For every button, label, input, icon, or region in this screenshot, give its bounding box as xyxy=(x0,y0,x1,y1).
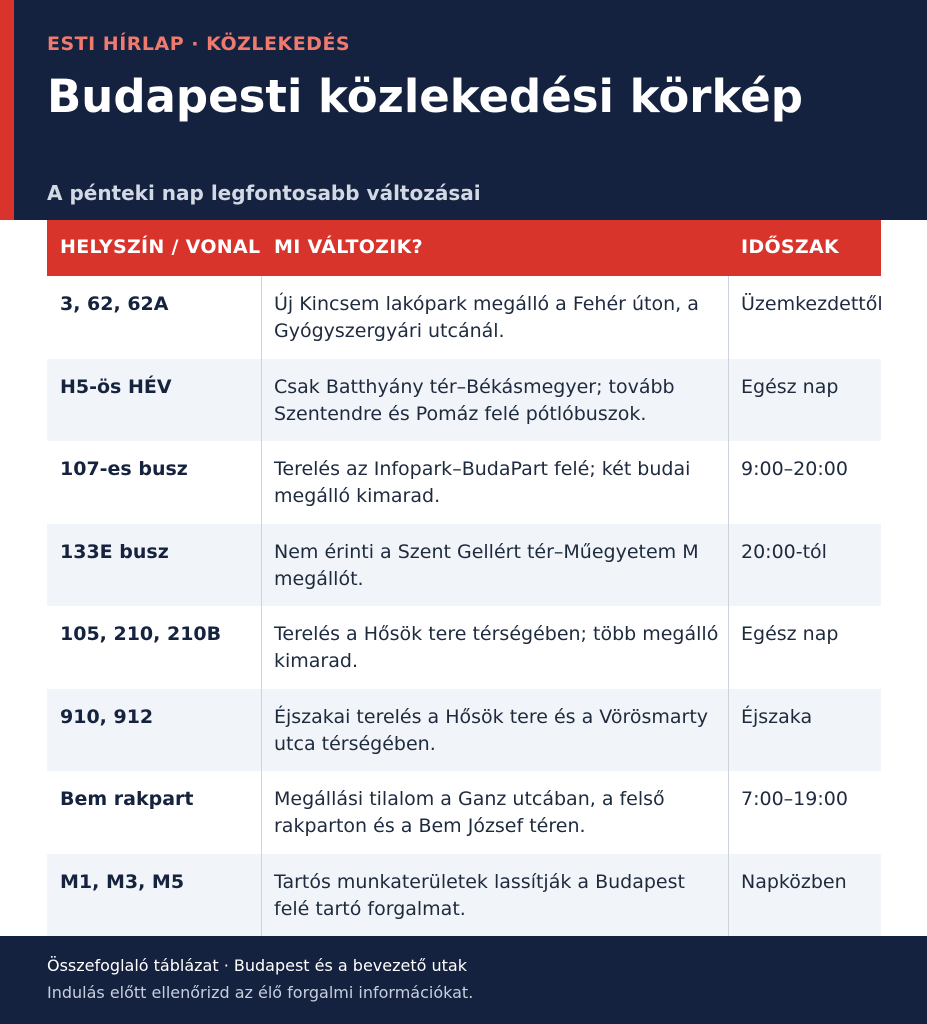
column-header-change: MI VÁLTOZIK? xyxy=(274,236,423,258)
footer-note: Indulás előtt ellenőrizd az élő forgalmi információkat. xyxy=(47,983,474,1002)
row-location: M1, M3, M5 xyxy=(60,870,185,893)
page-title: Budapesti közlekedési körkép xyxy=(47,70,803,123)
row-period: Egész nap xyxy=(741,623,839,645)
row-period: 9:00–20:00 xyxy=(741,458,848,480)
row-location: 107-es busz xyxy=(60,458,188,480)
row-period: Egész nap xyxy=(741,375,839,398)
row-location: Bem rakpart xyxy=(60,788,194,810)
traffic-table xyxy=(47,220,881,936)
row-change: Éjszakai terelés a Hősök tere és a Vörösmarty utca térségében. xyxy=(274,705,709,755)
table-row xyxy=(47,606,881,689)
row-period: Üzemkezdettől xyxy=(741,293,883,315)
table-row xyxy=(47,441,881,524)
header xyxy=(0,0,927,220)
row-location: H5-ös HÉV xyxy=(60,375,172,398)
row-location: 105, 210, 210B xyxy=(60,623,222,645)
footer xyxy=(0,936,927,1024)
row-change: Megállási tilalom a Ganz utcában, a felső rakparton és a Bem József téren. xyxy=(274,788,665,837)
column-header-period: IDŐSZAK xyxy=(741,236,839,258)
row-change: Tartós munkaterületek lassítják a Budapest felé tartó forgalmat. xyxy=(274,870,685,920)
row-change: Terelés az Infopark–BudaPart felé; két budai megálló kimarad. xyxy=(274,458,691,507)
row-period: Éjszaka xyxy=(741,705,813,728)
row-change: Új Kincsem lakópark megálló a Fehér úton, a Gyógyszergyári utcánál. xyxy=(274,293,699,342)
section-kicker: ESTI HÍRLAP · KÖZLEKEDÉS xyxy=(47,33,351,55)
row-location: 133E busz xyxy=(60,540,169,563)
table-header xyxy=(47,220,881,276)
row-change: Nem érinti a Szent Gellért tér–Műegyetem M megállót. xyxy=(274,540,699,590)
table-row xyxy=(47,854,881,937)
table-row xyxy=(47,359,881,442)
row-location: 910, 912 xyxy=(60,705,154,728)
row-change: Terelés a Hősök tere térségében; több megálló kimarad. xyxy=(274,623,719,672)
table-row xyxy=(47,689,881,772)
row-period: Napközben xyxy=(741,870,847,893)
column-header-location: HELYSZÍN / VONAL xyxy=(60,236,261,258)
footer-summary: Összefoglaló táblázat · Budapest és a bevezető utak xyxy=(47,956,467,975)
table-row xyxy=(47,276,881,359)
column-divider xyxy=(728,276,729,936)
table-row xyxy=(47,771,881,854)
row-location: 3, 62, 62A xyxy=(60,293,169,315)
accent-bar xyxy=(0,0,14,220)
table-row xyxy=(47,524,881,607)
column-divider xyxy=(261,276,262,936)
row-period: 7:00–19:00 xyxy=(741,788,848,810)
row-change: Csak Batthyány tér–Békásmegyer; tovább Szentendre és Pomáz felé pótlóbuszok. xyxy=(274,375,675,425)
page-subtitle: A pénteki nap legfontosabb változásai xyxy=(47,181,481,205)
row-period: 20:00-tól xyxy=(741,540,827,563)
